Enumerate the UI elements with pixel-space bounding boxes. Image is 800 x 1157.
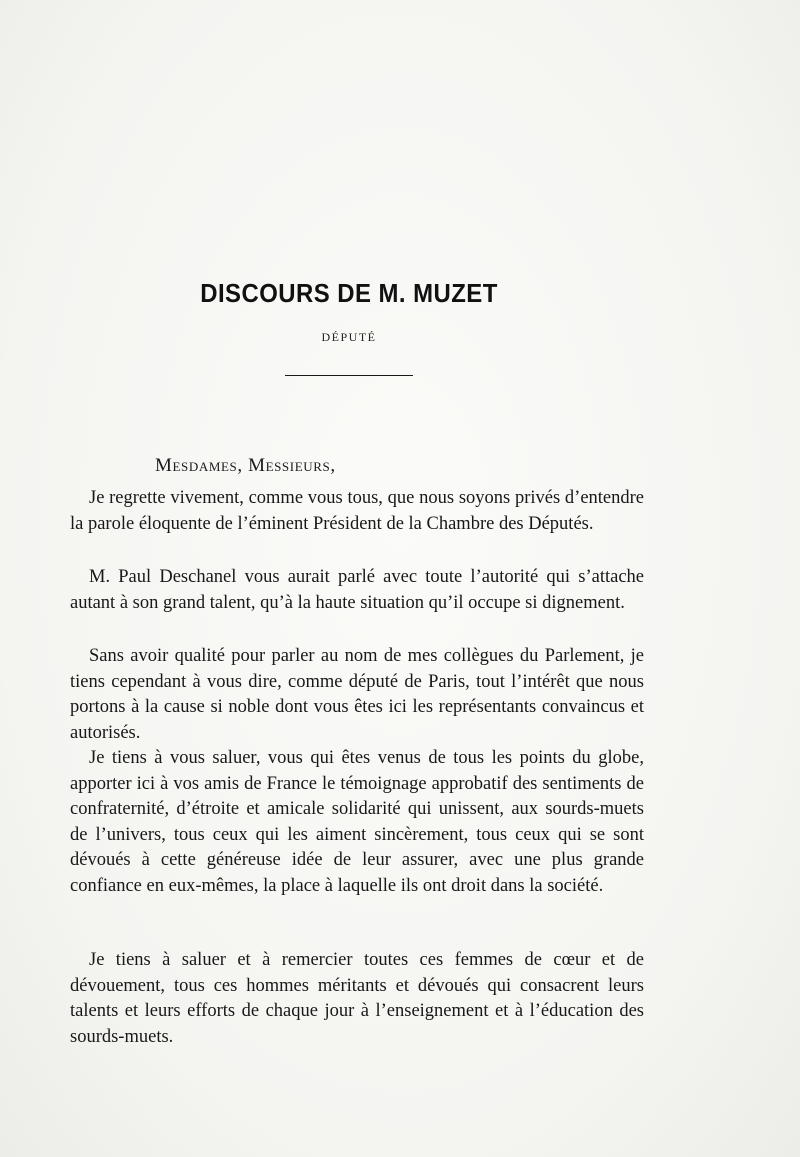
paragraph: M. Paul Deschanel vous aurait parlé avec toute l’autorité qui s’attache autant à son grand talent, qu’à la haute situation qu’il occupe si dignement. <box>70 567 644 613</box>
paragraph: Je tiens à saluer et à remercier toutes ces femmes de cœur et de dévouement, tous ces hommes méritants et dévoués qui consacrent leurs talents et leurs efforts de chaque jour à l’enseignement et à l’éducation des sourds-muets. <box>70 950 644 1047</box>
page-subtitle: DÉPUTÉ <box>321 330 377 344</box>
salutation: Mesdames, Messieurs, <box>155 455 336 476</box>
paragraph: Je regrette vivement, comme vous tous, que nous soyons privés d’entendre la parole éloquente de l’éminent Président de la Chambre des Députés. <box>70 488 644 534</box>
paragraph: Je tiens à vous saluer, vous qui êtes venus de tous les points du globe, apporter ici à vos amis de France le témoignage approbatif des sentiments de confraternité, d’étroite et amicale solidarité qui unissent, aux sourds-muets de l’univers, tous ceux qui les aiment sincèrement, tous ceux qui se sont dévoués à cette généreuse idée de leur assurer, avec une plus grande confiance en eux-mêmes, la place à laquelle ils ont droit dans la société. <box>70 748 644 896</box>
paragraph: Sans avoir qualité pour parler au nom de mes collègues du Parlement, je tiens cependant à vous dire, comme député de Paris, tout l’intérêt que nous portons à la cause si noble dont vous êtes ici les représentants convaincus et autorisés. <box>70 646 644 743</box>
title-divider <box>285 375 413 376</box>
page-title: DISCOURS DE M. MUZET <box>200 278 498 308</box>
